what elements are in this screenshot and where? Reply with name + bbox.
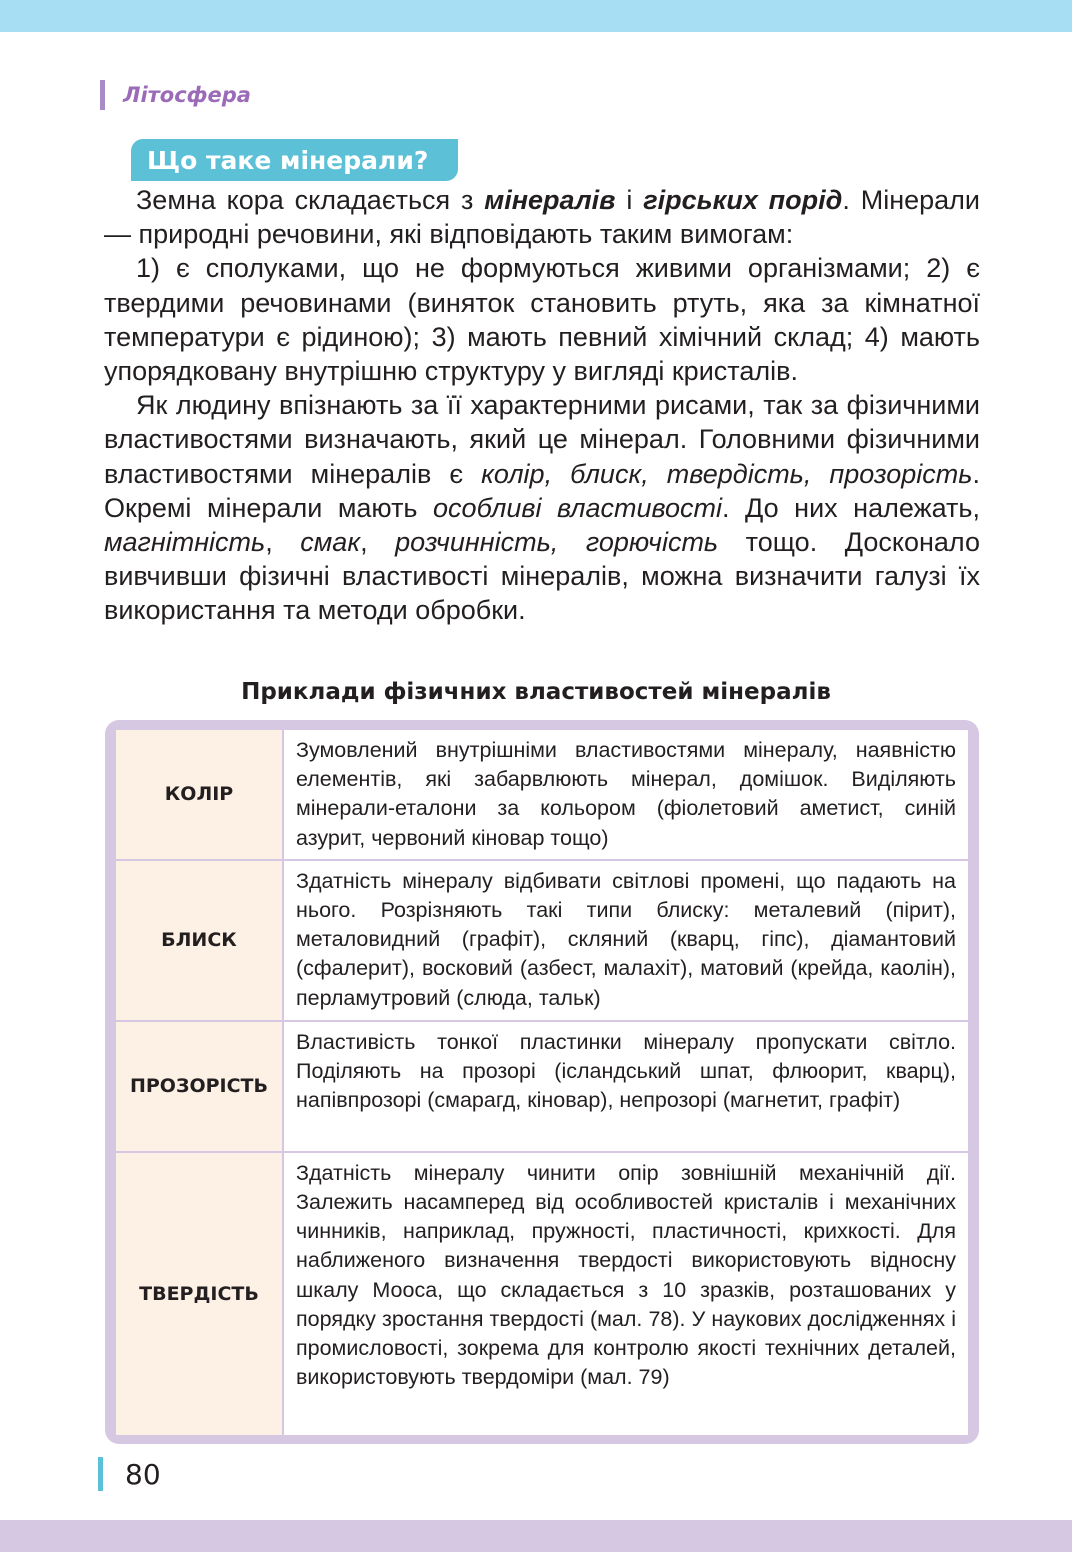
page-accent-bar xyxy=(98,1457,103,1491)
paragraph-1-text: і xyxy=(615,185,644,215)
page-number: 80 xyxy=(125,1457,161,1491)
paragraph-3-text: , xyxy=(360,527,396,558)
paragraph-3-text: . До них належать, xyxy=(721,492,980,523)
term-minerals: мінералів xyxy=(484,185,616,215)
bottom-color-band xyxy=(0,1520,1072,1552)
paragraph-3-text: . Окремі мінерали мають xyxy=(104,458,980,523)
italic-taste: смак xyxy=(300,527,361,558)
description-cell: Здатність мінералу чинити опір зовнішній механічній дії. Залежить насамперед від особливостей кристалів і механічних чинників, наприклад, пружності, пластичності, крихкості. Для наближеного визначення твердості використовують відносну шкалу Мооса, що складається з 10 зразків, розташованих у порядку зростання твердості (мал. 78). У наукових дослідженнях і промисловості, зокрема для контролю якості технічних деталей, використовують твердоміри (мал. 79) xyxy=(283,1152,969,1436)
section-accent-bar xyxy=(100,80,105,110)
term-cell: ТВЕРДІСТЬ xyxy=(115,1152,283,1436)
paragraph-1 xyxy=(104,183,980,251)
description-cell: Здатність мінералу відбивати світлові промені, що падають на нього. Розрізняють такі типи блиску: металевий (пірит), металовидний (графіт), скляний (кварц, гіпс), діамантовий (сфалерит), восковий (азбест, малахіт), матовий (крейда, каолін), перламутровий (слюда, тальк) xyxy=(283,860,969,1021)
paragraph-3-text: Як людину впізнають за її характерними рисами, так за фізичними властивостями визначають, який це мінерал. Головними фізичними властивостями мінералів є xyxy=(104,390,980,489)
term-rocks: гірських порід xyxy=(643,185,843,215)
table-row xyxy=(115,729,969,860)
table-row xyxy=(115,1021,969,1152)
term-cell: КОЛІР xyxy=(115,729,283,860)
italic-properties: колір, блиск, твердість, прозорість xyxy=(481,458,973,489)
section-title: Літосфера xyxy=(123,83,251,107)
table-caption: Приклади фізичних властивостей мінералів xyxy=(241,679,831,705)
table-row xyxy=(115,860,969,1021)
italic-special-properties: особливі властивості xyxy=(433,492,722,523)
subheading-badge xyxy=(131,139,458,181)
term-cell: БЛИСК xyxy=(115,860,283,1021)
table-row xyxy=(115,1152,969,1436)
description-cell: Зумовлений внутрішніми властивостями мінералу, наявністю елементів, які забарвлюють мінерал, домішок. Виділяють мінерали-еталони за кольором (фіолетовий аметист, синій азурит, червоний кіновар тощо) xyxy=(283,729,969,860)
properties-table-frame xyxy=(105,720,979,1444)
italic-magnetism: магнітність xyxy=(104,527,266,558)
top-color-band xyxy=(0,0,1072,32)
subheading-text: Що таке мінерали? xyxy=(147,145,429,175)
paragraph-1-text: Земна кора складається з xyxy=(136,185,485,215)
paragraph-3 xyxy=(104,388,980,627)
paragraph-1-text: . Мінерали — природні речовини, які відповідають таким вимогам: xyxy=(104,185,980,250)
page-number-block xyxy=(98,1457,161,1491)
italic-solubility: розчинність, горючість xyxy=(395,527,719,558)
term-cell: ПРОЗОРІСТЬ xyxy=(115,1021,283,1152)
paragraph-3-text: тощо. Досконало вивчивши фізичні властивості мінералів, можна визначити галузі їх використання та методи обробки. xyxy=(104,527,980,626)
paragraph-2: 1) є сполуками, що не формуються живими організмами; 2) є твердими речовинами (виняток становить ртуть, яка за кімнатної температури є рідиною); 3) мають певний хімічний склад; 4) мають упорядковану внутрішню структуру у вигляді кристалів. xyxy=(104,253,980,387)
properties-table xyxy=(114,728,970,1437)
section-header xyxy=(100,80,251,110)
paragraph-3-text: , xyxy=(265,527,301,558)
body-text xyxy=(104,183,980,628)
description-cell: Властивість тонкої пластинки мінералу пропускати світло. Поділяють на прозорі (ісландський шпат, флюорит, кварц), напівпрозорі (смарагд, кіновар), непрозорі (магнетит, графіт) xyxy=(283,1021,969,1152)
